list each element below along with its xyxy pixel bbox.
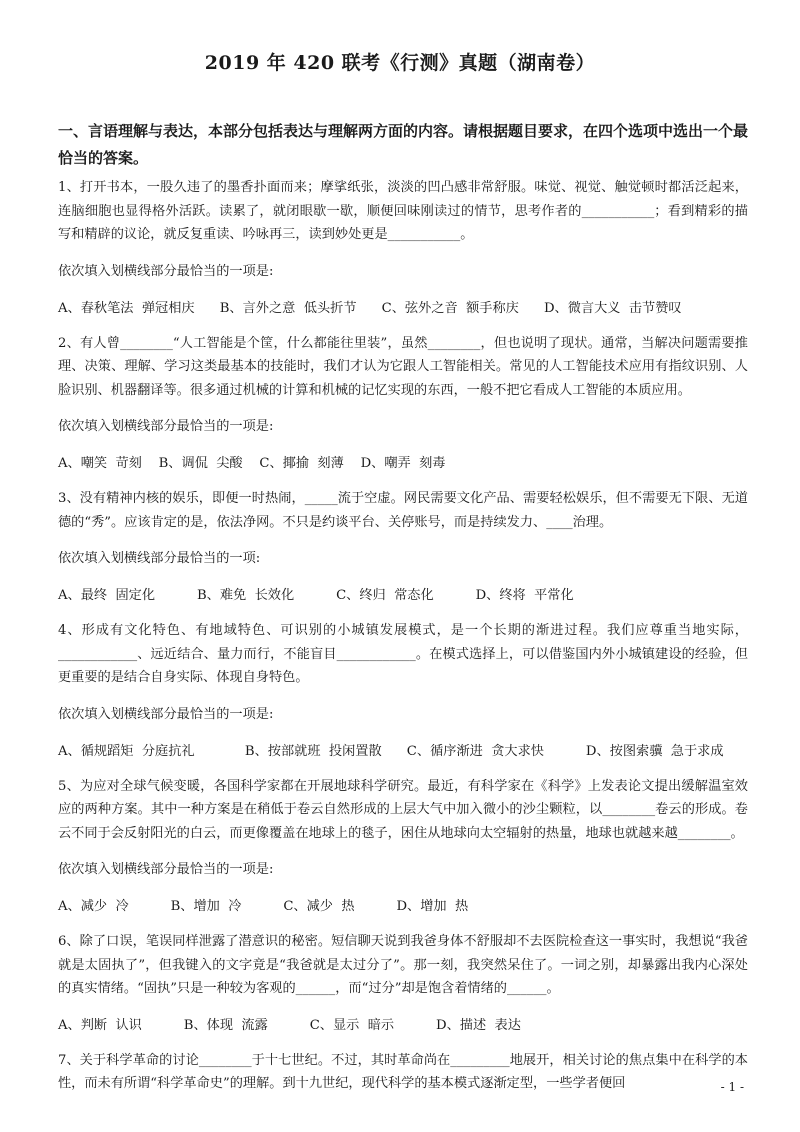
question-7 <box>58 1049 748 1096</box>
question-options: A、判断 认识 B、体现 流露 C、显示 暗示 D、描述 表达 <box>58 1017 521 1033</box>
question-options: A、春秋笔法 弹冠相庆 B、言外之意 低头折节 C、弦外之音 额手称庆 D、微言大义 击节赞叹 <box>58 300 682 316</box>
question-text: 7、关于科学革命的讨论________于十七世纪。不过，其时革命尚在_________地展开，相关讨论的焦点集中在科学的本性，而未有所谓“科学革命史”的理解。到十九世纪，现代科学的基本模式逐渐定型，一些学者便回 <box>58 1052 748 1091</box>
question-instruction: 依次填入划横线部分最恰当的一项是: <box>58 419 274 434</box>
question-text: 2、有人曾________“人工智能是个筐，什么都能往里装”，虽然________，但也说明了现状。通常，当解决问题需要推理、决策、理解、学习这类最基本的技能时，我们才认为它跟人工智能相关。常见的人工智能技术应用有指纹识别、人脸识别、机器翻译等。很多通过机械的计算和机械的记忆实现的东西，一般不把它看成人工智能的本质应用。 <box>58 335 748 398</box>
question-instruction: 依次填入划横线部分最恰当的一项是: <box>58 706 274 722</box>
page-number: - 1 - <box>720 1080 744 1094</box>
question-5 <box>58 775 748 919</box>
question-3 <box>58 487 748 607</box>
question-4 <box>58 619 748 763</box>
question-instruction: 依次填入划横线部分最恰当的一项是: <box>58 263 274 279</box>
question-instruction: 依次填入划横线部分最恰当的一项: <box>58 551 261 566</box>
question-text: 6、除了口误，笔误同样泄露了潜意识的秘密。短信聊天说到我爸身体不舒服却不去医院检查这一事实时，我想说“我爸就是太固执了”，但我键入的文字竟是“我爸就是太过分了”。那一刻，我突然呆住了。一词之别，却暴露出我内心深处的真实情绪。“固执”只是一种较为客观的______，而“过分”却是饱含着情绪的______。 <box>58 934 748 996</box>
question-text: 3、没有精神内核的娱乐，即便一时热闹，_____流于空虚。网民需要文化产品、需要轻松娱乐，但不需要无下限、无道德的“秀”。应该肯定的是，依法净网。不只是约谈平台、关停账号，而是持续发力、____治理。 <box>58 491 748 530</box>
page-title: 2019 年 420 联考《行测》真题（湖南卷） <box>204 52 596 74</box>
question-text: 4、形成有文化特色、有地域特色、可识别的小城镇发展模式，是一个长期的渐进过程。我们应尊重当地实际，____________、远近结合、量力而行，不能盲目____________。在模式选择上，可以借鉴国内外小城镇建设的经验，但更重要的是结合自身实际、体现自身特色。 <box>58 623 748 685</box>
question-options: A、循规蹈矩 分庭抗礼 B、按部就班 投闲置散 C、循序渐进 贪大求快 D、按图索骥 急于求成 <box>58 743 724 759</box>
question-options: A、减少 冷 B、增加 冷 C、减少 热 D、增加 热 <box>58 899 469 914</box>
question-1 <box>58 176 748 320</box>
question-options: A、最终 固定化 B、难免 长效化 C、终归 常态化 D、终将 平常化 <box>58 588 574 603</box>
question-text: 1、打开书本，一股久违了的墨香扑面而来；摩挲纸张，淡淡的凹凸感非常舒服。味觉、视觉、触觉顿时都活泛起来，连脑细胞也显得格外活跃。读累了，就闭眼歇一歇，顺便回味刚读过的情节，思考作者的___________；看到精彩的描写和精辟的议论，就反复重读、吟咏再三，读到妙处更是___________。 <box>58 180 748 242</box>
question-list <box>58 176 748 1109</box>
question-2 <box>58 332 748 476</box>
question-options: A、嘲笑 苛刻 B、调侃 尖酸 C、揶揄 刻薄 D、嘲弄 刻毒 <box>58 456 446 471</box>
question-6 <box>58 930 748 1037</box>
question-text: 5、为应对全球气候变暖，各国科学家都在开展地球科学研究。最近，有科学家在《科学》上发表论文提出缓解温室效应的两种方案。其中一种方案是在稍低于卷云自然形成的上层大气中加入微小的沙尘颗粒，以________卷云的形成。卷云不同于会反射阳光的白云，而更像覆盖在地球上的毯子，困住从地球向太空辐射的热量，地球也就越来越________。 <box>58 778 748 841</box>
question-instruction: 依次填入划横线部分最恰当的一项是: <box>58 862 274 877</box>
section-heading: 一、言语理解与表达，本部分包括表达与理解两方面的内容。请根据题目要求，在四个选项中选出一个最恰当的答案。 <box>58 122 749 167</box>
